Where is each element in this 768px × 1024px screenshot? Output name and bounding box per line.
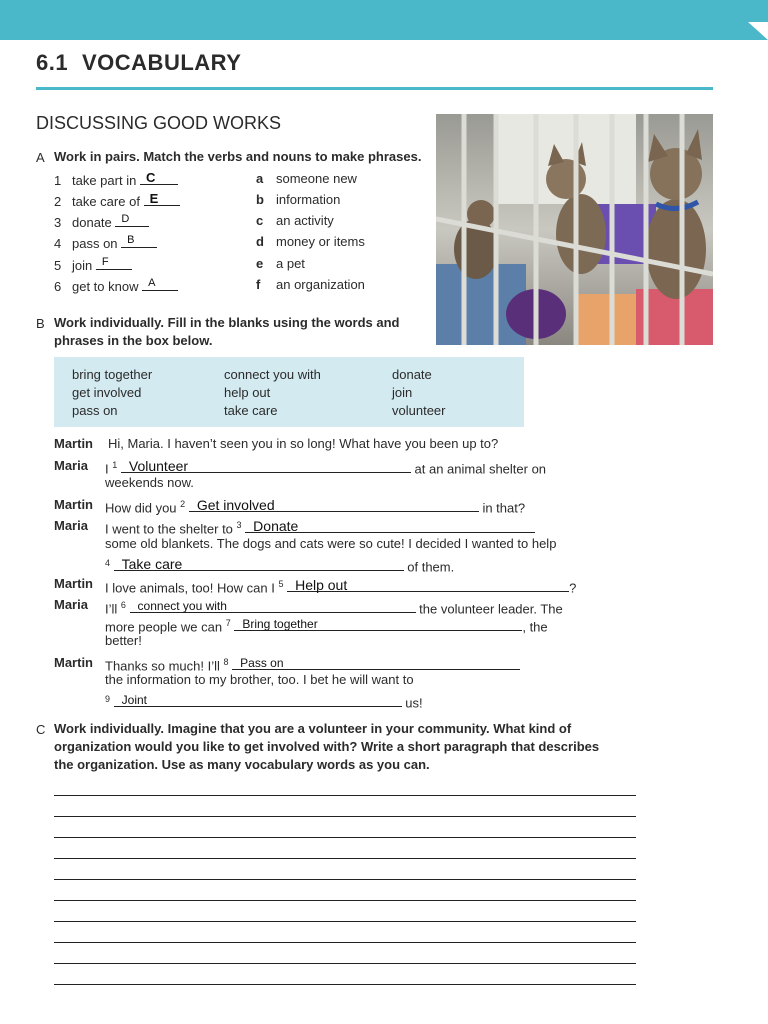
dialogue-line: I went to the shelter to $^3$ Donate xyxy=(105,516,535,534)
writing-line[interactable] xyxy=(54,795,636,796)
answer-blank[interactable]: E xyxy=(144,191,180,206)
part-a-instruction: Work in pairs. Match the verbs and nouns to make phrases. xyxy=(54,149,422,164)
speaker-martin: Martin xyxy=(54,655,93,670)
dialogue-line: $^9$ Joint us! xyxy=(105,693,423,711)
kittens-in-cage-photo xyxy=(436,114,713,345)
dialogue-line: weekends now. xyxy=(105,475,194,490)
answer-blank[interactable]: A xyxy=(142,276,178,291)
speaker-martin: Martin xyxy=(54,436,93,451)
verb-row: 1 take part in C xyxy=(54,170,178,188)
dialogue-line: better! xyxy=(105,633,142,648)
speaker-maria: Maria xyxy=(54,518,88,533)
dialogue-line: How did you $^2$ Get involved in that? xyxy=(105,497,526,516)
answer-blank[interactable]: C xyxy=(140,170,178,185)
dialogue-line: more people we can $^7$ Bring together , the xyxy=(105,617,548,635)
part-c-instruction-2: organization would you like to get involved with? Write a short paragraph that describes xyxy=(54,739,600,754)
writing-line[interactable] xyxy=(54,858,636,859)
answer-blank[interactable]: D xyxy=(115,212,149,227)
part-c-letter: C xyxy=(36,722,46,737)
blank-8[interactable]: Pass on xyxy=(232,654,520,670)
part-b-letter: B xyxy=(36,316,45,331)
word-box-item: pass on xyxy=(72,403,118,418)
noun-row: b information xyxy=(256,192,341,207)
speaker-maria: Maria xyxy=(54,458,88,473)
blank-4[interactable]: Take care xyxy=(114,555,404,571)
noun-row: d money or items xyxy=(256,234,365,249)
dialogue-line: $^4$ Take care of them. xyxy=(105,556,455,575)
writing-line[interactable] xyxy=(54,963,636,964)
answer-blank[interactable]: F xyxy=(96,255,132,270)
blank-7[interactable]: Bring together xyxy=(234,615,522,631)
dialogue-line: I love animals, too! How can I $^5$ Help out ? xyxy=(105,577,577,596)
word-box-item: bring together xyxy=(72,367,153,382)
top-banner xyxy=(0,0,768,40)
noun-row: c an activity xyxy=(256,213,334,228)
noun-row: a someone new xyxy=(256,171,357,186)
writing-line[interactable] xyxy=(54,879,636,880)
speaker-martin: Martin xyxy=(54,497,93,512)
verb-row: 5 join F xyxy=(54,255,132,273)
dialogue-line: Hi, Maria. I haven’t seen you in so long! What have you been up to? xyxy=(108,436,499,451)
dialogue-line: the information to my brother, too. I bet he will want to xyxy=(105,672,414,687)
writing-line[interactable] xyxy=(54,942,636,943)
writing-line[interactable] xyxy=(54,837,636,838)
writing-line[interactable] xyxy=(54,900,636,901)
blank-5[interactable]: Help out xyxy=(287,576,569,592)
word-box-item: help out xyxy=(224,385,271,400)
verb-row: 3 donate D xyxy=(54,212,149,230)
word-box-item: take care xyxy=(224,403,278,418)
writing-line[interactable] xyxy=(54,921,636,922)
dialogue-line: I’ll $^6$ connect you with the volunteer leader. The xyxy=(105,599,563,617)
dialogue-line: I $^1$ Volunteer at an animal shelter on xyxy=(105,458,547,477)
blank-3[interactable]: Donate xyxy=(245,517,535,533)
verb-row: 2 take care of E xyxy=(54,191,180,209)
part-b-instruction-2: phrases in the box below. xyxy=(54,333,213,348)
title-divider xyxy=(36,87,713,90)
writing-line[interactable] xyxy=(54,816,636,817)
speaker-maria: Maria xyxy=(54,597,88,612)
verb-row: 6 get to know A xyxy=(54,276,178,294)
blank-6[interactable]: connect you with xyxy=(130,597,416,613)
noun-row: f an organization xyxy=(256,277,365,292)
blank-1[interactable]: Volunteer xyxy=(121,457,411,473)
blank-2[interactable]: Get involved xyxy=(189,496,479,512)
part-c-instruction-1: Work individually. Imagine that you are a volunteer in your community. What kind of xyxy=(54,721,572,736)
word-box-item: get involved xyxy=(72,385,142,400)
word-box-item: connect you with xyxy=(224,367,321,382)
part-b-instruction-1: Work individually. Fill in the blanks using the words and xyxy=(54,315,400,330)
dialogue-line: some old blankets. The dogs and cats were so cute! I decided I wanted to help xyxy=(105,536,557,551)
noun-row: e a pet xyxy=(256,256,305,271)
dialogue-line: Thanks so much! I’ll $^8$ Pass on xyxy=(105,653,520,671)
part-c-instruction-3: the organization. Use as many vocabulary words as you can. xyxy=(54,757,430,772)
banner-notch xyxy=(748,22,768,40)
verb-row: 4 pass on B xyxy=(54,233,157,251)
blank-9[interactable]: Joint xyxy=(114,691,402,707)
part-a-letter: A xyxy=(36,150,45,165)
page-subtitle: DISCUSSING GOOD WORKS xyxy=(36,113,282,133)
speaker-martin: Martin xyxy=(54,576,93,591)
section-number: 6.1 xyxy=(36,50,69,75)
word-box-item: join xyxy=(392,385,413,400)
answer-blank[interactable]: B xyxy=(121,233,157,248)
word-box-item: volunteer xyxy=(392,403,446,418)
word-box-item: donate xyxy=(392,367,432,382)
writing-line[interactable] xyxy=(54,984,636,985)
section-title: VOCABULARY xyxy=(82,50,242,75)
